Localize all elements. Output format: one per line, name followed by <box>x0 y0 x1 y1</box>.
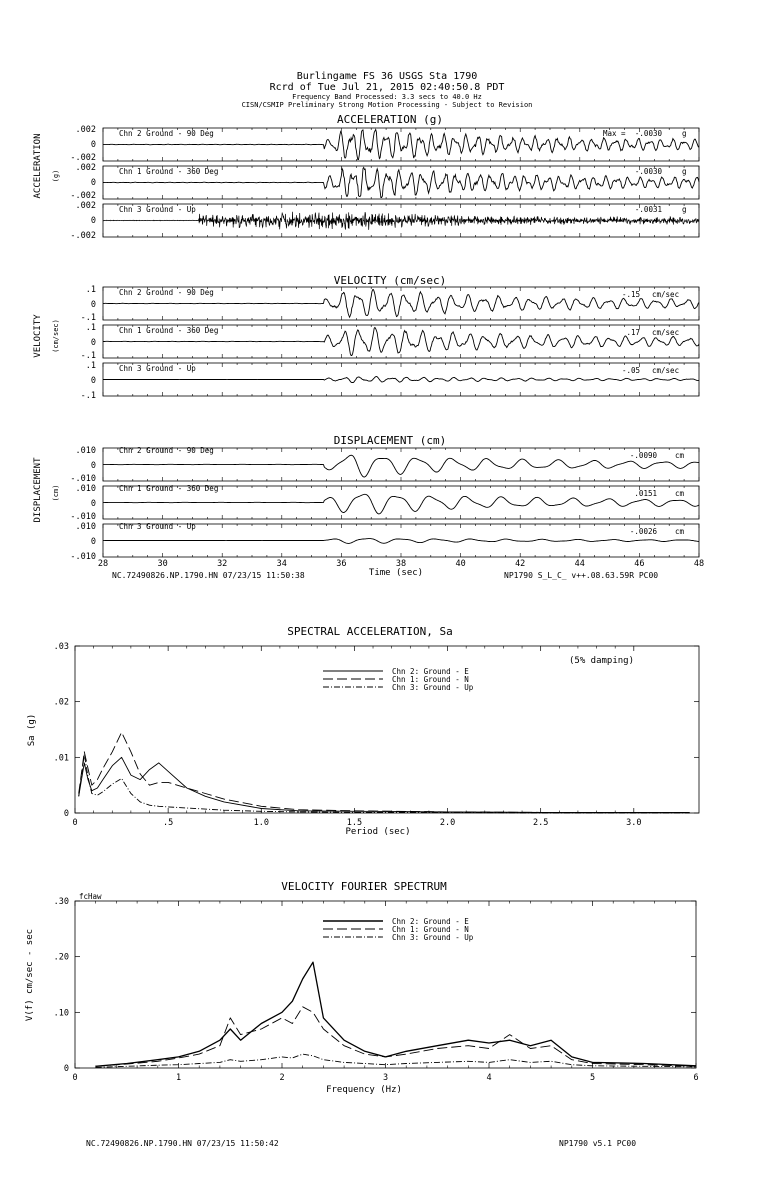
y-tick-label: 0 <box>63 809 69 819</box>
displacement-traces <box>103 448 699 557</box>
record-footer-right: NP1790 S_L_C_ v++.08.63.59R PC00 <box>504 571 659 580</box>
x-tick-label: 1 <box>175 1073 182 1083</box>
x-tick-label: 6 <box>693 1073 699 1083</box>
disp-channel-label: Chn 3 Ground - Up <box>119 522 196 531</box>
record-footer-left: NC.72490826.NP.1790.HN 07/23/15 11:50:38 <box>112 571 305 580</box>
disp-ytick-zero: 0 <box>90 461 96 471</box>
disp-ytick-top: .010 <box>75 522 96 532</box>
velocity-peaks <box>622 290 679 375</box>
page-footer-right: NP1790 v5.1 PC00 <box>559 1139 637 1148</box>
y-tick-label: .20 <box>53 952 69 963</box>
disp-channel-label: Chn 1 Ground - 360 Deg <box>119 484 219 493</box>
fs-legend-label: Chn 3: Ground - Up <box>392 933 474 942</box>
series-line-3 <box>79 755 690 814</box>
fs-legend-label: Chn 2: Ground - E <box>392 917 469 926</box>
sa-legend-label: Chn 1: Ground - N <box>392 675 469 684</box>
disp-ytick-bottom: -.010 <box>70 512 96 522</box>
fs-xlabel: Frequency (Hz) <box>326 1085 402 1095</box>
time-tick-label: 34 <box>276 559 287 569</box>
x-tick-label: 0 <box>72 818 78 828</box>
vel-ytick-top: .1 <box>85 285 96 295</box>
fs-axes <box>54 897 699 1083</box>
fs-series <box>96 962 696 1067</box>
acc-peak-value: -.0030 <box>634 129 662 138</box>
disp-trace-chn2 <box>103 455 699 477</box>
displacement-title: DISPLACEMENT (cm) <box>333 434 447 447</box>
disp-ytick-top: .010 <box>75 484 96 494</box>
x-tick-label: 2 <box>279 1073 285 1083</box>
acceleration-channel-labels <box>119 129 218 214</box>
acceleration-yunit: (g) <box>52 169 60 183</box>
acc-ytick-bottom: -.002 <box>70 153 96 163</box>
disp-peak-unit: cm <box>675 451 685 460</box>
disp-peak-value: .0151 <box>634 489 657 498</box>
vel-ytick-bottom: -.1 <box>80 313 96 323</box>
fourier-spectrum-panel <box>25 880 699 1095</box>
series-line-1 <box>79 757 690 812</box>
vel-ytick-bottom: -.1 <box>80 351 96 361</box>
record-time: Rcrd of Tue Jul 21, 2015 02:40:50.8 PDT <box>269 82 505 93</box>
acc-peak-unit: g <box>682 167 687 176</box>
page-footer-left: NC.72490826.NP.1790.HN 07/23/15 11:50:42 <box>86 1139 279 1148</box>
velocity-yunit: (cm/sec) <box>52 319 60 353</box>
displacement-panel <box>33 434 704 580</box>
disp-trace-chn1 <box>103 494 699 514</box>
acc-channel-label: Chn 3 Ground - Up <box>119 205 196 214</box>
vel-trace-chn3 <box>103 377 699 383</box>
sa-damping-note: (5% damping) <box>569 656 635 666</box>
sa-axes <box>54 642 699 828</box>
y-tick-label: .30 <box>53 897 69 907</box>
disp-peak-unit: cm <box>675 527 685 536</box>
acc-peak-unit: g <box>682 129 687 138</box>
acc-ytick-top: .002 <box>75 163 96 173</box>
velocity-yticks <box>81 285 96 401</box>
fs-ylabel: V(f) cm/sec - sec <box>25 928 35 1022</box>
series-line-2 <box>96 1007 696 1067</box>
time-tick-label: 48 <box>693 559 705 569</box>
vel-peak-value: -.05 <box>621 366 640 375</box>
sa-legend-label: Chn 2: Ground - E <box>392 667 469 676</box>
vel-ytick-zero: 0 <box>90 338 96 348</box>
acc-trace-chn3 <box>103 212 699 230</box>
acc-peak-value: -.0030 <box>634 167 662 176</box>
disp-peak-unit: cm <box>675 489 685 498</box>
velocity-channel-labels <box>119 288 218 373</box>
acc-ytick-zero: 0 <box>90 140 96 150</box>
vel-peak-unit: cm/sec <box>652 366 680 375</box>
displacement-channel-labels <box>119 446 218 531</box>
x-tick-label: 3 <box>382 1073 389 1083</box>
vel-peak-value: -.15 <box>621 290 640 299</box>
vel-peak-value: .17 <box>626 328 640 337</box>
disp-ytick-zero: 0 <box>90 537 96 547</box>
disp-channel-label: Chn 2 Ground - 90 Deg <box>119 446 214 455</box>
vel-channel-label: Chn 3 Ground - Up <box>119 364 196 373</box>
x-tick-label: 4 <box>486 1073 492 1083</box>
vel-ytick-top: .1 <box>85 323 96 333</box>
time-axis-label: Time (sec) <box>368 568 424 578</box>
acceleration-ylabel: ACCELERATION <box>33 133 43 199</box>
spectral-acceleration-panel <box>27 625 699 837</box>
velocity-traces <box>103 287 699 396</box>
time-tick-label: 38 <box>395 559 407 569</box>
vel-ytick-zero: 0 <box>90 376 96 386</box>
time-tick-label: 36 <box>336 559 347 569</box>
acc-ytick-top: .002 <box>75 201 96 211</box>
series-line-1 <box>96 962 696 1066</box>
fs-title: VELOCITY FOURIER SPECTRUM <box>281 880 447 893</box>
y-tick-label: 0 <box>63 1064 69 1074</box>
displacement-ylabel: DISPLACEMENT <box>33 457 43 523</box>
displacement-peaks <box>630 451 685 536</box>
sa-legend-label: Chn 3: Ground - Up <box>392 683 474 692</box>
x-tick-label: 1.5 <box>346 818 363 828</box>
vel-peak-unit: cm/sec <box>652 290 680 299</box>
x-tick-label: 2.5 <box>532 818 549 828</box>
sa-xlabel: Period (sec) <box>345 827 411 837</box>
sa-legend <box>323 667 474 692</box>
sa-series <box>79 732 690 813</box>
acc-peak-value: -.0031 <box>634 205 662 214</box>
disp-ytick-bottom: -.010 <box>70 552 96 562</box>
sa-ylabel: Sa (g) <box>27 713 37 747</box>
time-tick-label: 40 <box>455 559 466 569</box>
fs-legend <box>323 917 474 942</box>
x-tick-label: 3.0 <box>626 818 642 828</box>
record-header <box>242 71 533 109</box>
time-tick-label: 28 <box>97 559 109 569</box>
disp-ytick-zero: 0 <box>90 499 96 509</box>
processing-note: CISN/CSMIP Preliminary Strong Motion Processing - Subject to Revision <box>241 101 533 109</box>
vel-ytick-zero: 0 <box>90 300 96 310</box>
velocity-panel <box>33 274 699 401</box>
fs-corner-label: fcHaw <box>79 892 102 901</box>
series-line-2 <box>79 732 690 812</box>
station-title: Burlingame FS 36 USGS Sta 1790 <box>296 71 478 82</box>
fs-frame <box>75 901 696 1068</box>
time-tick-label: 30 <box>157 559 168 569</box>
acc-ytick-zero: 0 <box>90 216 96 226</box>
acc-ytick-bottom: -.002 <box>70 231 96 241</box>
x-tick-label: 0 <box>72 1073 78 1083</box>
vel-peak-unit: cm/sec <box>652 328 680 337</box>
x-tick-label: 1.0 <box>253 818 269 828</box>
vel-ytick-bottom: -.1 <box>80 391 96 401</box>
acc-channel-label: Chn 2 Ground - 90 Deg <box>119 129 214 138</box>
acceleration-traces <box>103 128 699 237</box>
acceleration-title: ACCELERATION (g) <box>337 113 443 126</box>
disp-trace-chn3 <box>103 539 699 544</box>
fs-legend-label: Chn 1: Ground - N <box>392 925 469 934</box>
disp-peak-value: -.0026 <box>629 527 657 536</box>
x-tick-label: 5 <box>589 1073 596 1083</box>
vel-channel-label: Chn 1 Ground - 360 Deg <box>119 326 219 335</box>
acceleration-panel <box>33 113 699 241</box>
vel-ytick-top: .1 <box>85 361 96 371</box>
y-tick-label: .01 <box>53 753 69 764</box>
y-tick-label: .10 <box>53 1008 69 1019</box>
y-tick-label: .03 <box>53 642 69 652</box>
x-tick-label: 2.0 <box>439 818 456 828</box>
sa-title: SPECTRAL ACCELERATION, Sa <box>287 625 453 638</box>
acc-ytick-bottom: -.002 <box>70 191 96 201</box>
disp-ytick-top: .010 <box>75 446 96 456</box>
series-line-3 <box>96 1054 696 1067</box>
disp-ytick-bottom: -.010 <box>70 474 96 484</box>
velocity-ylabel: VELOCITY <box>33 314 43 358</box>
acceleration-yticks <box>70 125 96 241</box>
sa-frame <box>75 646 699 813</box>
displacement-yunit: (cm) <box>52 484 60 502</box>
acc-ytick-zero: 0 <box>90 178 96 188</box>
acc-ytick-top: .002 <box>75 125 96 135</box>
frequency-band: Frequency Band Processed: 3.3 secs to 40.0 Hz <box>292 93 482 101</box>
y-tick-label: .02 <box>53 697 69 708</box>
displacement-yticks <box>70 446 96 562</box>
disp-peak-value: -.0090 <box>629 451 657 460</box>
time-tick-label: 46 <box>634 559 645 569</box>
time-tick-label: 32 <box>217 559 228 569</box>
acc-max-label: Max = <box>603 129 626 138</box>
time-tick-label: 44 <box>574 559 585 569</box>
acc-channel-label: Chn 1 Ground - 360 Deg <box>119 167 219 176</box>
x-tick-label: .5 <box>163 818 174 828</box>
acc-peak-unit: g <box>682 205 687 214</box>
time-tick-label: 42 <box>515 559 526 569</box>
vel-channel-label: Chn 2 Ground - 90 Deg <box>119 288 214 297</box>
velocity-title: VELOCITY (cm/sec) <box>333 274 447 287</box>
